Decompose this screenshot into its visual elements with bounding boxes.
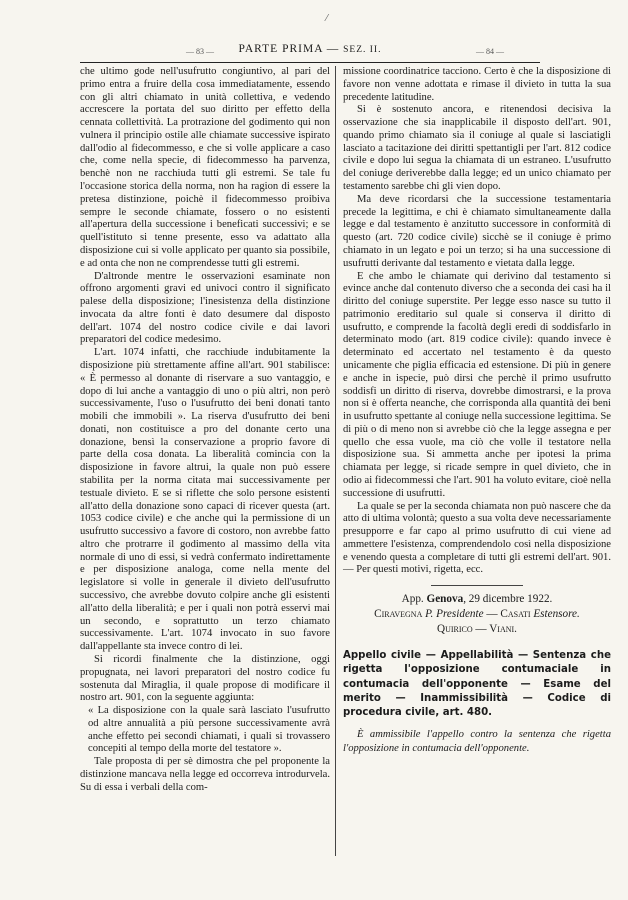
judge-role: Estensore.: [533, 608, 580, 621]
court-line: [343, 592, 611, 607]
paragraph: Si è sostenuto ancora, e ritenendosi decisiva la osservazione che sia inapplicabile il disposto dell'art. 901, quando primo chiamato sia il coniuge al quale si lasciatigli lasciato a tacitazione dei diritti spettantigli per l'art. 812 codice civile e dopo lui segua la chiamata di un estraneo. L'usufrutto del coniuge deriverebbe dalla legge; ed un unico chiamato per testamento sarebbe chi gli vien dopo.: [343, 104, 611, 193]
paragraph: missione coordinatrice tacciono. Certo è che la disposizione di favore non venne adottata e rimase il divieto in tutta la sua precedente latitudine.: [343, 66, 611, 103]
court-city: Genova: [426, 593, 464, 606]
judges-line-1: [343, 607, 611, 622]
judges-line-2: Quirico — Viani.: [437, 623, 517, 636]
page-number-left: — 83 —: [186, 47, 214, 56]
paragraph: L'art. 1074 infatti, che racchiude indubitamente la disposizione più strettamente affine all'art. 901 stabilisce: « È permesso al donante di riservare a suo vantaggio, e dopo di lui anche a vantaggio di uno o più altri, non però successivamente, l'uso o l'usufrutto dei beni donati tanto mobili che immobili ». La riserva d'usufrutto dei beni donati, non costituisce a pro del donante certo una donazione, bensì la conservazione a proprio favore di parte della cosa donata. La liberalità comincia con la disposizione in favore altrui, la quale non può essere stabilita per la norma citata mai successivamente per testuale divieto. E se si riflette che solo persone esistenti all'atto della donazione sono capaci di ricever questa (art. 1053 codice civile) e che anche qui la permissione di un usufrutto successivo a favore di costoro, non avrebbe fatto altro che protrarre il godimento al massimo della vita normale di uno di essi, si vedrà confermato indirettamente e per disposizione analoga, come nella mente del legislatore si volle in generale il divieto dell'usufrutto successivo, che avrebbe dovuto colpire anche gli esistenti all'atto della liberalità; e per i quali non potrà esservi mai un secondo, e soprattutto un terzo chiamato successivamente. L'art. 1074 invocato in suo favore dall'appellante sta invece contro di lei.: [80, 347, 330, 653]
section-separator: [431, 585, 523, 586]
paragraph: Si ricordi finalmente che la distinzione, oggi propugnata, nei lavori preparatori del nostro codice fu sostenuta dal Miraglia, il quale propose di modificare il nostro art. 901, con la seguente aggiunta:: [80, 653, 330, 704]
page-number-right: — 84 —: [476, 47, 504, 56]
judge-name: — Casati: [483, 608, 534, 621]
court-abbrev: App.: [401, 593, 427, 606]
judge-name: Ciravegna: [374, 608, 426, 621]
legal-headnote: Appello civile — Appellabilità — Sentenza che rigetta l'opposizione contumaciale in contumacia dell'opponente — Esame del merito — Inammissibilità — Codice di procedura civile, art. 480.: [343, 650, 611, 719]
court-citation: [343, 592, 611, 637]
paragraph: Tale proposta di per sè dimostra che pel proponente la distinzione mancava nella legge ed occorreva introdurvela. Su di essa i verbali della com-: [80, 756, 330, 793]
left-column: [80, 66, 330, 795]
paragraph: La quale se per la seconda chiamata non può nascere che da atto di ultima volontà; questo a sua volta deve necessariamente presupporre e far capo al primo usufrutto di cui viene ad ammettere l'esistenza, comprendendolo così nella disposizione e venendo questa a completare di tutti gli estremi dell'art. 901. — Per questi motivi, rigetta, ecc.: [343, 500, 611, 576]
paragraph: E che ambo le chiamate qui derivino dal testamento si evince anche dal contenuto diverso che a seconda dei casi ha il diritto del coniuge superstite. Per legge esso nasce su tutto il patrimonio ereditario sul quale si conserva il diritto di usufrutto, e comprende la facoltà degli eredi di soddisfarlo in determinato modo (art. 819 codice civile): quando invece è determinato ed accertato nel testamento è da questo unicamente che piglia efficacia ed estensione. Di più in genere e anche in ispecie, può dirsi che perchè il primo usufrutto soddisfi un diritto di riserva, dovrebbe dimostrarsi, e la prova non si è offerta neanche, che corrisponda alla quantità dei beni in usufrutto spettante al coniuge nella successione legittima. Se di più o di meno non si avrebbe ciò che la legge assegna e per quello che essa vuole, ma ciò che volle il testatore nella disposizione sua. Si ammetta anche per ipotesi la prima chiamata per legge, si ricade sempre in quel divieto, che in odio ai fidecommessi che l'art. 901 ha voluto evitare, cioè nella successione di usufrutti.: [343, 270, 612, 499]
header-section: SEZ. II.: [343, 45, 382, 55]
header-title-main: PARTE PRIMA —: [238, 43, 344, 55]
judge-role: P. Presidente: [425, 608, 484, 621]
ruling-summary: È ammissibile l'appello contro la sentenza che rigetta l'opposizione in contumacia dell'opponente.: [343, 729, 611, 755]
quoted-proposal: « La disposizione con la quale sarà lasciato l'usufrutto od altre annualità a più persone successivamente avrà anche effetto pei secondi chiamati, i quali si trovassero concepiti al tempo della morte del testatore ».: [88, 705, 330, 755]
column-divider: [335, 66, 336, 856]
scan-mark: ⁄: [326, 14, 328, 24]
paragraph: Ma deve ricordarsi che la successione testamentaria precede la legittima, e chi è chiamato simultaneamente dalla legge e dal testamento è anzitutto successore in conformità di questo (art. 720 codice civile) sicchè se il coniuge è primo chiamato in un legato e poi un terzo; si ha una successione di usufrutti derivante dal testamento e vietata dalla legge.: [343, 193, 611, 269]
paragraph: D'altronde mentre le osservazioni esaminate non offrono argomenti gravi ed univoci contro il significato palese della disposizione; l'inesistenza della distinzione invocata da altre fonti è dato desumere dal disposto dell'art. 1074 del nostro codice civile e dai lavori preparatori del codice medesimo.: [80, 270, 330, 346]
court-date: , 29 dicembre 1922.: [463, 593, 553, 606]
header-title: [80, 43, 540, 55]
running-header: [80, 42, 540, 63]
paragraph: che ultimo gode nell'usufrutto congiuntivo, al pari del primo entra a fruire della cosa immediatamente, essendo con gli altri chiamato in unità collettiva, e vedendo accrescere la portata del suo diritto per effetto della cennata collettività. La protrazione del godimento qui non vulnera il principio ostile alle chiamate successive ispirato dall'odio al fidecommesso, e che si volle applicare a caso che, come nella specie, di fidecommesso ha parvenza, benchè non ne racchiuda tutti gli estremi. Se tale fu l'occasione storica della norma, non ha ragion di essere la pretesa distinzione, poichè il fidecommesso proibiva sempre le seconde chiamate, fossero o no esistenti all'apertura della successione i beneficati successivi; e se quell'istituto si tenne presente, esso va adattato alla disposizione cui si volle applicato per quanto sia possibile, e ad onta che non ne comprendesse tutti gli estremi.: [80, 66, 330, 269]
right-column: [343, 66, 611, 756]
